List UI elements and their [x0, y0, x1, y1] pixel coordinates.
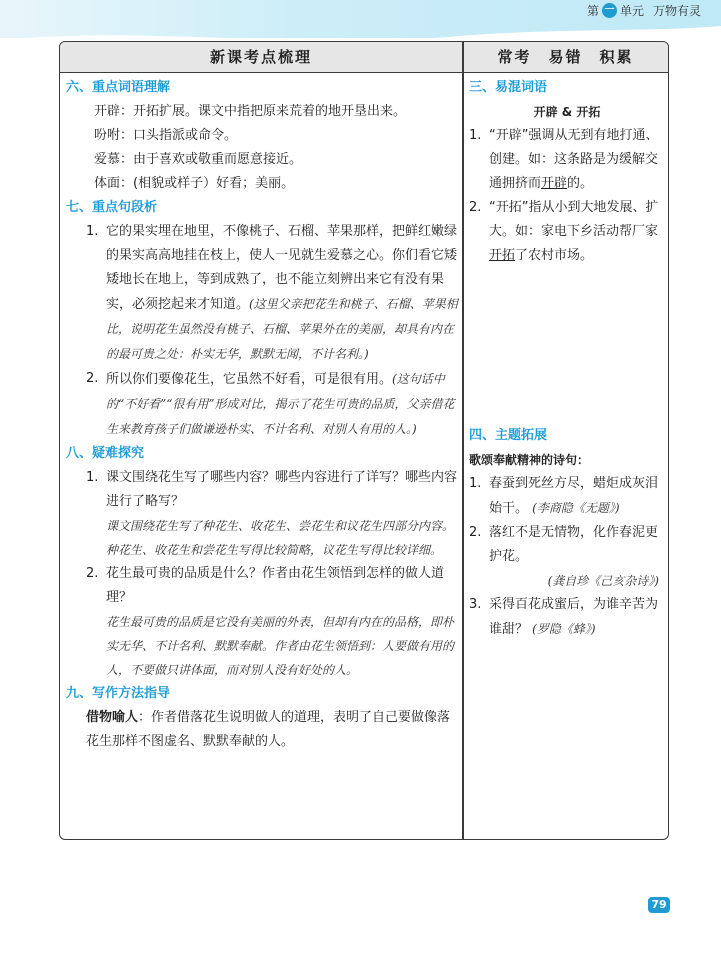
section-4-title: 四、主题拓展	[469, 428, 548, 443]
item-number: 2.	[469, 200, 482, 215]
item-number: 2.	[86, 371, 99, 386]
confusable-pair: 开辟 & 开拓	[533, 105, 601, 119]
section-8-title: 八、疑难探究	[66, 446, 145, 461]
item-number: 1.	[86, 470, 99, 485]
item-number: 2.	[86, 566, 99, 581]
poem-line: 采得百花成蜜后，为谁辛苦为谁甜？	[489, 597, 659, 637]
unit-suffix: 单元	[619, 4, 644, 18]
sentence-note: (这里父亲把花生和桃子、石榴、苹果相比，说明花生虽然没有桃子、石榴、苹果外在的美丽，却具有内在的最可贵之处：朴实无华，默默无闻，不计名利。)	[106, 297, 458, 361]
method-name: 借物喻人	[86, 710, 139, 725]
question-item-1	[66, 466, 458, 562]
poem-item-1	[469, 472, 665, 521]
vocab-item: 爱慕：由于喜欢或敬重而愿意接近。	[94, 152, 303, 167]
confusable-item-2	[469, 196, 665, 268]
item-number: 2.	[469, 525, 482, 540]
content-table	[59, 41, 669, 840]
poem-source: (罗隐《蜂》)	[532, 622, 596, 636]
item-number: 1.	[86, 224, 99, 239]
page-header-band	[0, 0, 721, 38]
poem-line: 落红不是无情物，化作春泥更护花。	[489, 525, 659, 564]
vocab-item: 体面：(相貌或样子）好看；美丽。	[94, 176, 295, 191]
column-divider	[462, 42, 464, 839]
sentence-note: (这句话中的“不好看”“很有用”形成对比，揭示了花生可贵的品质，父亲借花生来教育孩子们做谦逊朴实、不计名利、对别人有用的人。)	[106, 372, 455, 436]
item-number: 1.	[469, 128, 482, 143]
item-number: 3.	[469, 597, 482, 612]
unit-label	[587, 2, 701, 19]
unit-number-badge: 一	[602, 3, 617, 18]
sentence-item-2	[66, 367, 458, 442]
poem-source: (龚自珍《己亥杂诗》)	[547, 574, 659, 588]
question-text: 课文围绕花生写了哪些内容？哪些内容进行了详写？哪些内容进行了略写？	[106, 470, 458, 509]
section-3-title: 三、易混词语	[469, 80, 548, 95]
sentence-text: 所以你们要像花生，它虽然不好看，可是很有用。	[106, 372, 393, 387]
sentence-text: 它的果实埋在地里，不像桃子、石榴、苹果那样，把鲜红嫩绿的果实高高地挂在枝上，使人一见就生爱慕之心。你们看它矮矮地长在地上，等到成熟了，也不能立刻辨出来它有没有果实，必须挖起来才知道。	[106, 224, 458, 312]
item-text: “开辟”强调从无到有地打通、创建。如：这条路是为缓解交通拥挤而	[489, 128, 659, 191]
poem-source: (李商隐《无题》)	[532, 501, 620, 515]
left-column-header: 新课考点梳理	[60, 42, 462, 73]
unit-prefix: 第	[586, 4, 599, 18]
section-9-title: 九、写作方法指导	[66, 686, 171, 701]
confusable-item-1	[469, 124, 665, 196]
poem-line: 春蚕到死丝方尽，蜡炬成灰泪始干。	[489, 476, 659, 516]
question-text: 花生最可贵的品质是什么？作者由花生领悟到怎样的做人道理？	[106, 566, 445, 605]
answer-text: 花生最可贵的品质是它没有美丽的外表，但却有内在的品格，即朴实无华、不计名利、默默奉献。作者由花生领悟到：人要做有用的人，不要做只讲体面，而对别人没有好处的人。	[106, 615, 455, 677]
item-text-end: 的。	[567, 176, 594, 191]
writing-method	[66, 706, 458, 754]
poem-item-2	[469, 521, 665, 593]
unit-title: 万物有灵	[652, 4, 701, 18]
sentence-item-1	[66, 220, 458, 367]
underlined-word: 开辟	[541, 176, 568, 191]
section-7-title: 七、重点句段析	[66, 200, 158, 215]
method-text: ：作者借落花生说明做人的道理，表明了自己要做像落花生那样不图虚名、默默奉献的人。	[86, 710, 451, 749]
page-number: 79	[648, 897, 670, 913]
theme-subtitle: 歌颂奉献精神的诗句：	[469, 453, 590, 467]
underlined-word: 开拓	[489, 248, 516, 263]
section-6-title: 六、重点词语理解	[66, 80, 171, 95]
item-text-end: 了农村市场。	[515, 248, 594, 263]
right-column-header: 常考 易错 积累	[463, 42, 668, 73]
header-wave-decoration	[0, 22, 721, 38]
left-column	[66, 76, 458, 754]
vocab-item: 开辟：开拓扩展。课文中指把原来荒着的地开垦出来。	[94, 104, 407, 119]
right-column	[469, 76, 665, 642]
poem-item-3	[469, 593, 665, 642]
vocab-item: 吩咐：口头指派或命令。	[94, 128, 238, 143]
item-number: 1.	[469, 476, 482, 491]
spacer	[469, 268, 665, 424]
question-item-2	[66, 562, 458, 682]
answer-text: 课文围绕花生写了种花生、收花生、尝花生和议花生四部分内容。种花生、收花生和尝花生写得比较简略，议花生写得比较详细。	[106, 519, 455, 557]
item-text: “开拓”指从小到大地发展、扩大。如：家电下乡活动帮厂家	[489, 200, 659, 239]
